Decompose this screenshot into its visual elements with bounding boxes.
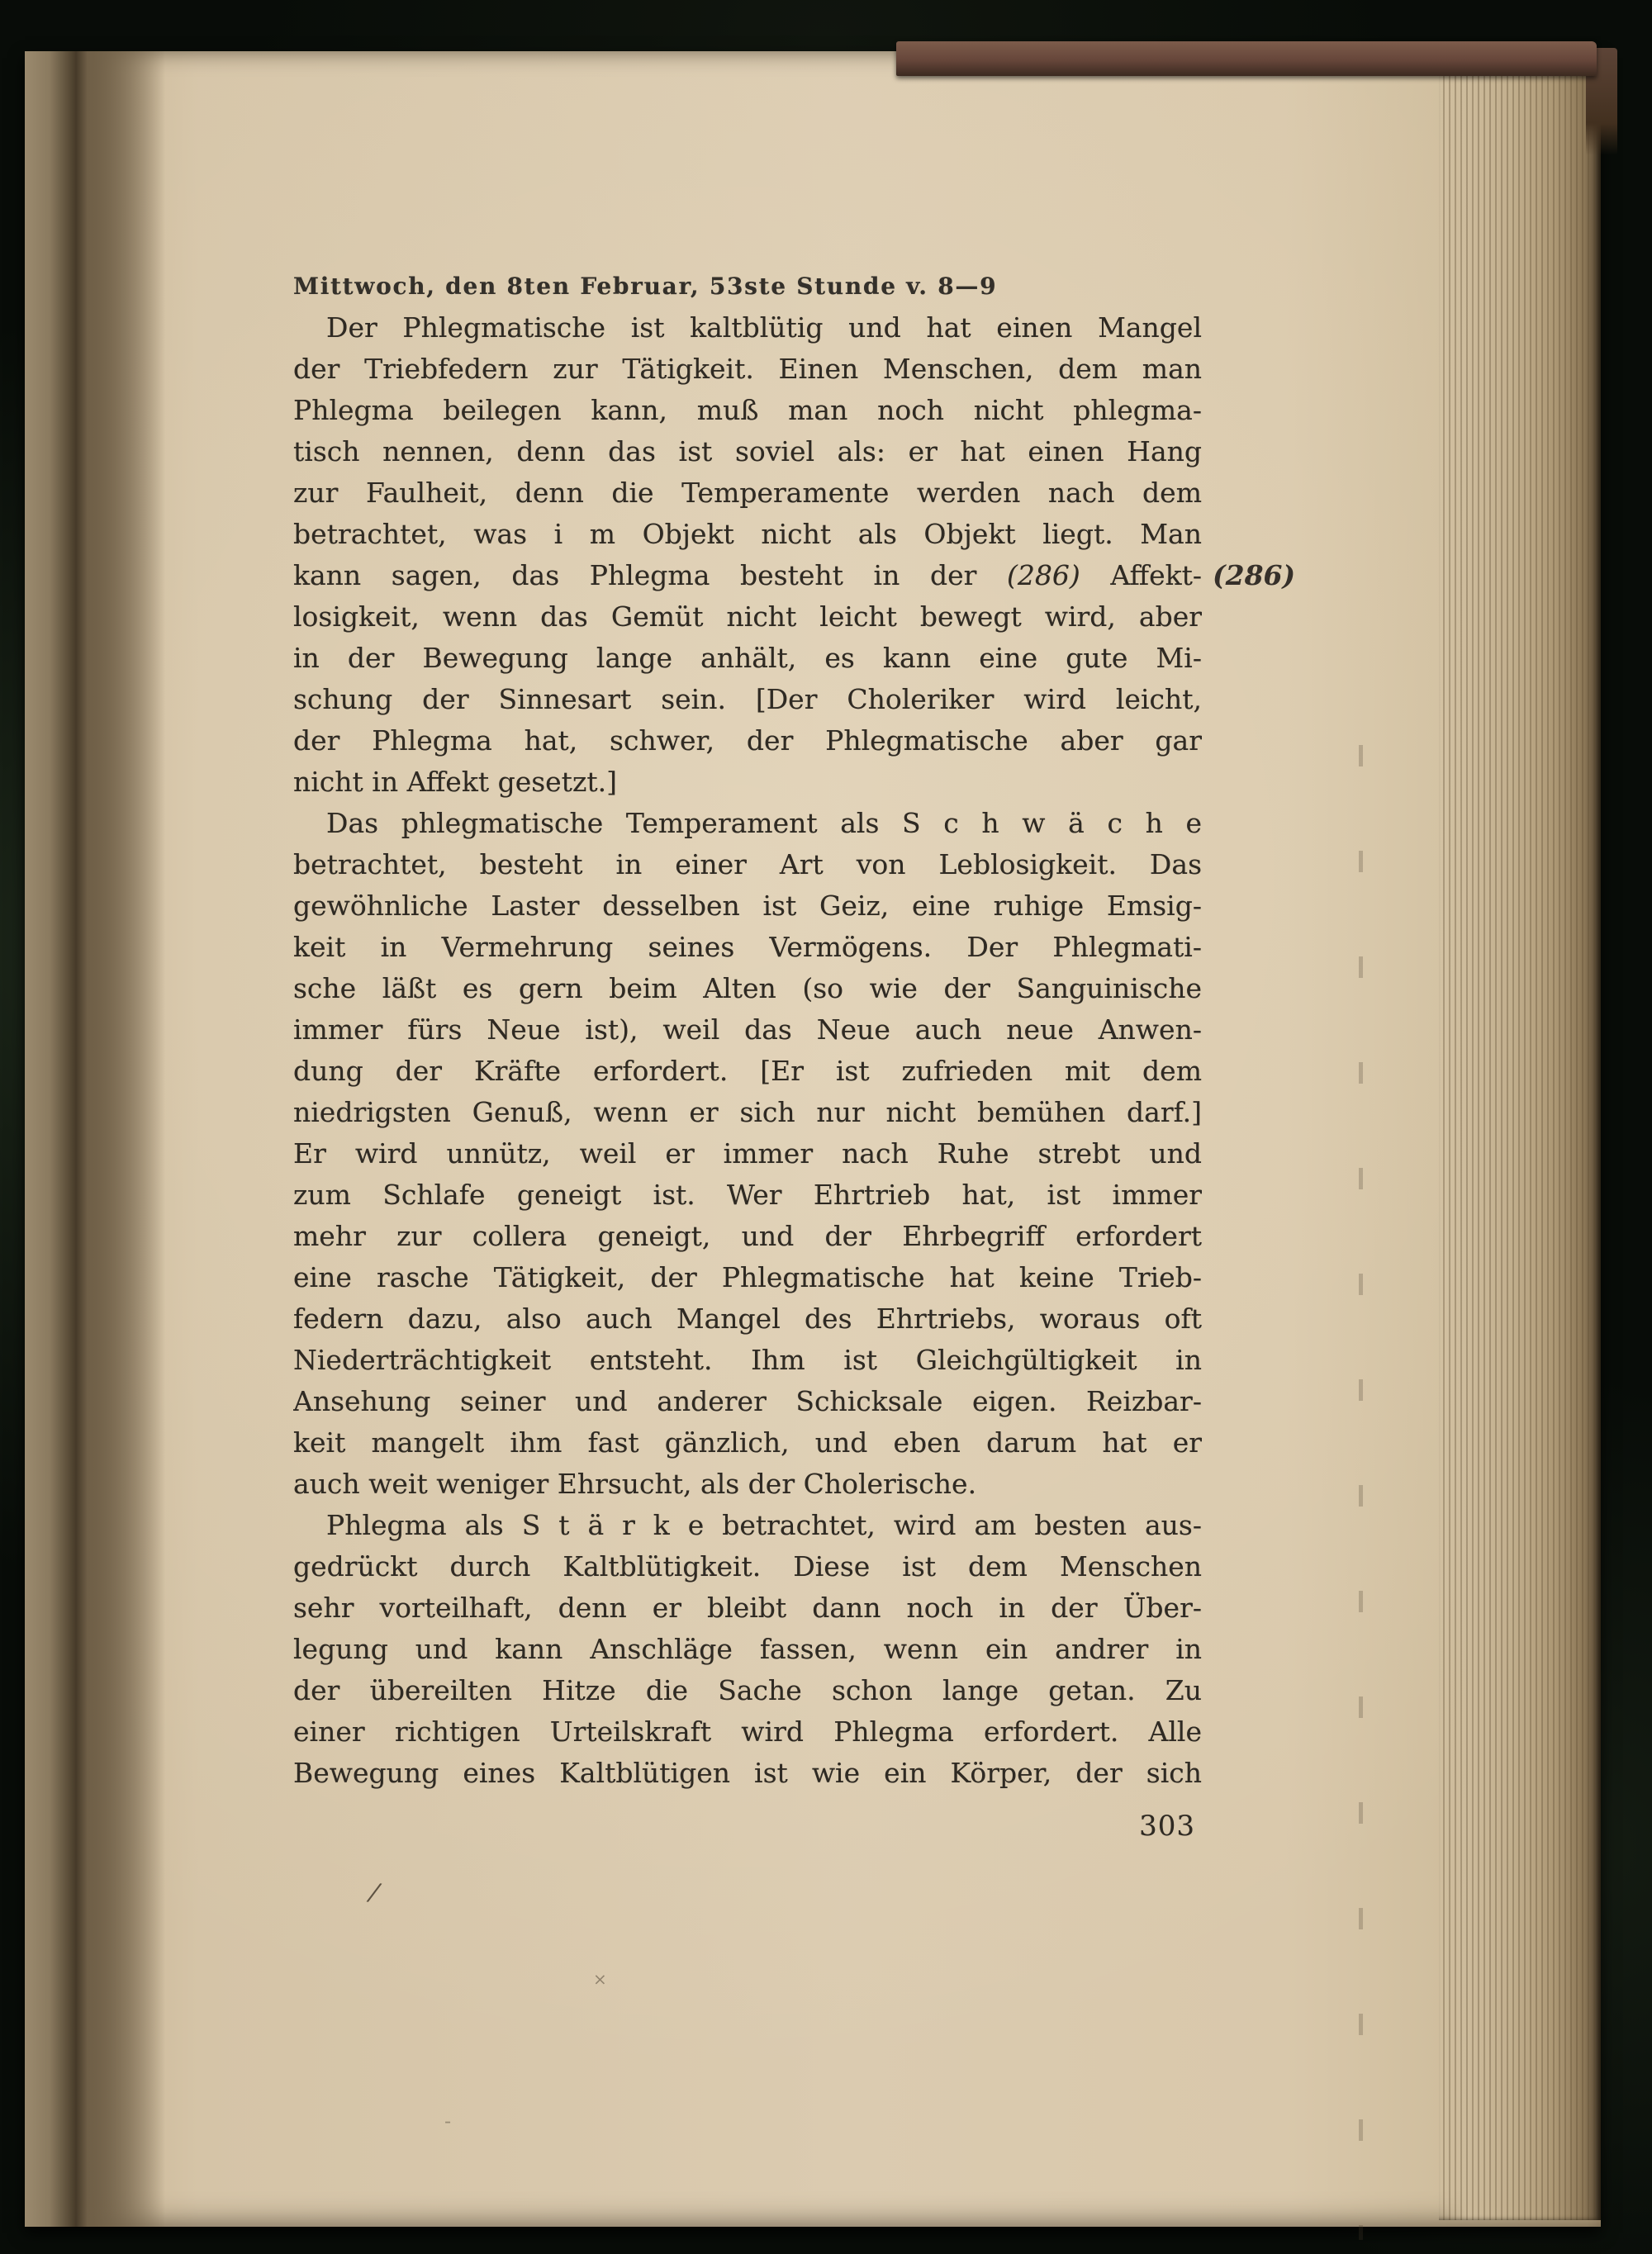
text-line: einer richtigen Urteilskraft wird Phlegma erfordert. Alle [293, 1715, 1202, 1748]
text-line: keit in Vermehrung seines Vermögens. Der Phlegmati- [293, 931, 1202, 963]
text-line: schung der Sinnesart sein. [Der Choleriker wird leicht, [293, 683, 1202, 715]
text-line: Er wird unnütz, weil er immer nach Ruhe strebt und [293, 1137, 1202, 1170]
inline-reference: (286) [1007, 559, 1080, 591]
text-line: zur Faulheit, denn die Temperamente werden nach dem [293, 477, 1202, 509]
text-line: Phlegma als S t ä r k e betrachtet, wird am besten aus- [326, 1509, 1202, 1541]
book-page [25, 51, 1601, 2227]
text-line: Der Phlegmatische ist kaltblütig und hat einen Mangel [326, 311, 1202, 344]
text-line: zum Schlafe geneigt ist. Wer Ehrtrieb hat, ist immer [293, 1179, 1202, 1211]
text-line: Ansehung seiner und anderer Schicksale eigen. Reizbar- [293, 1385, 1202, 1417]
text-line: mehr zur collera geneigt, und der Ehrbegriff erfordert [293, 1220, 1202, 1252]
text-line: tisch nennen, denn das ist soviel als: er hat einen Hang [293, 435, 1202, 467]
text-line: keit mangelt ihm fast gänzlich, und eben darum hat er [293, 1426, 1202, 1459]
text-line: sehr vorteilhaft, denn er bleibt dann noch in der Über- [293, 1592, 1202, 1624]
page-number: 303 [1139, 1810, 1195, 1843]
stray-mark-cross: × [593, 1969, 607, 1989]
text-line: Phlegma beilegen kann, muß man noch nicht phlegma- [293, 394, 1202, 426]
text-line: eine rasche Tätigkeit, der Phlegmatische hat keine Trieb- [293, 1261, 1202, 1293]
binding-gutter-shadow [25, 51, 165, 2227]
text-line: nicht in Affekt gesetzt.] [293, 766, 617, 798]
text-line: losigkeit, wenn das Gemüt nicht leicht bewegt wird, aber [293, 600, 1202, 633]
text-line: Bewegung eines Kaltblütigen ist wie ein Körper, der sich [293, 1757, 1202, 1789]
stray-mark-slash: / [368, 1877, 382, 1908]
text-line: auch weit weniger Ehrsucht, als der Cholerische. [293, 1468, 977, 1500]
text-line: in der Bewegung lange anhält, es kann eine gute Mi- [293, 642, 1202, 674]
text-line: federn dazu, also auch Mangel des Ehrtriebs, woraus oft [293, 1303, 1202, 1335]
text-line: gedrückt durch Kaltblütigkeit. Diese ist dem Menschen [293, 1550, 1202, 1583]
text-line: legung und kann Anschläge fassen, wenn ein andrer in [293, 1633, 1202, 1665]
text-line: Das phlegmatische Temperament als S c h w ä c h e [326, 807, 1202, 839]
text-line: der Triebfedern zur Tätigkeit. Einen Menschen, dem man [293, 353, 1202, 385]
text-line: sche läßt es gern beim Alten (so wie der Sanguinische [293, 972, 1202, 1004]
text-line: der übereilten Hitze die Sache schon lange getan. Zu [293, 1674, 1202, 1706]
text-line: der Phlegma hat, schwer, der Phlegmatische aber gar [293, 724, 1202, 757]
text-line: Niederträchtigkeit entsteht. Ihm ist Gleichgültigkeit in [293, 1344, 1202, 1376]
margin-note: (286) [1213, 559, 1296, 591]
text-line: betrachtet, besteht in einer Art von Leblosigkeit. Das [293, 848, 1202, 880]
text-line: immer fürs Neue ist), weil das Neue auch neue Anwen- [293, 1013, 1202, 1046]
edge-marks [1359, 745, 1363, 2240]
book-cover-top-edge [896, 41, 1597, 76]
page-stack-edges [1439, 63, 1601, 2220]
text-line: gewöhnliche Laster desselben ist Geiz, eine ruhige Emsig- [293, 890, 1202, 922]
body-text [293, 307, 1202, 1794]
text-line: dung der Kräfte erfordert. [Er ist zufrieden mit dem [293, 1055, 1202, 1087]
running-header: Mittwoch, den 8ten Februar, 53ste Stunde v. 8—9 [293, 273, 998, 300]
stray-mark-dash: - [444, 2109, 452, 2133]
text-line: niedrigsten Genuß, wenn er sich nur nicht bemühen darf.] [293, 1096, 1202, 1128]
text-line: kann sagen, das Phlegma besteht in der (286) Affekt- [293, 559, 1202, 591]
text-line: betrachtet, was i m Objekt nicht als Objekt liegt. Man [293, 518, 1202, 550]
